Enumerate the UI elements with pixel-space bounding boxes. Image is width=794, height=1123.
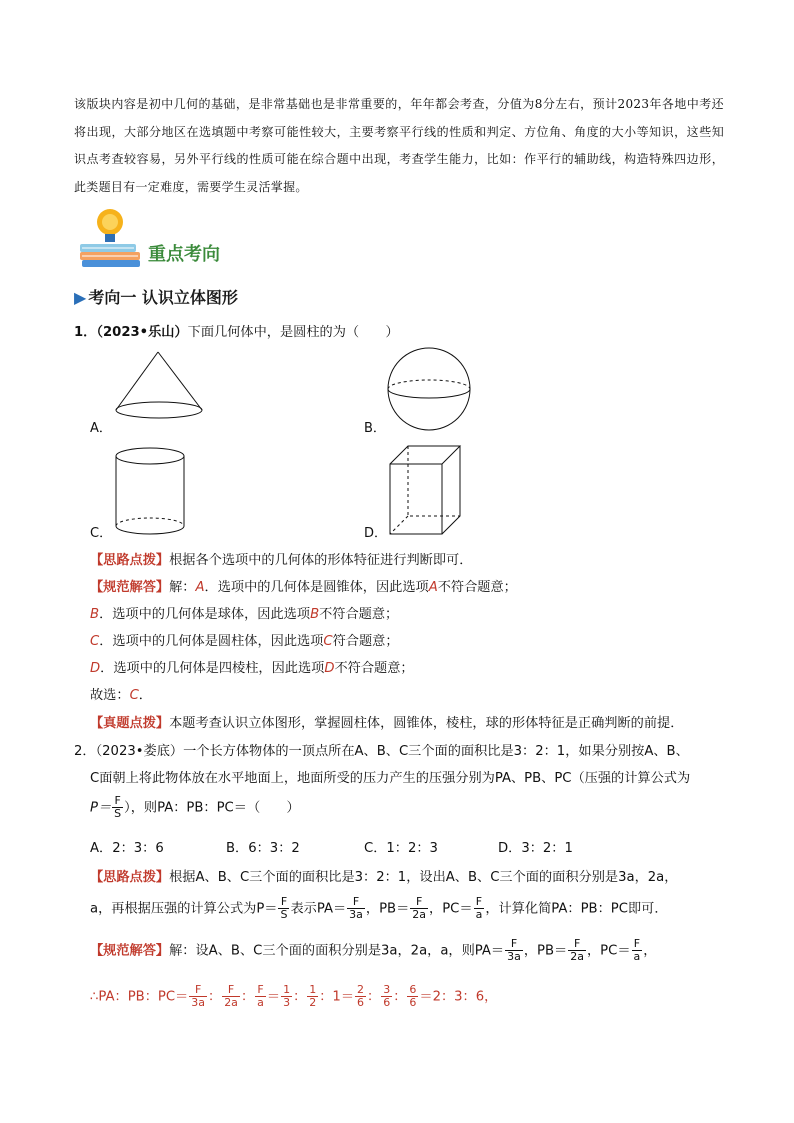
- q2-line1-text: （2023•娄底）一个长方体物体的一顶点所在A、B、C三个面的面积比是3：2：1，如果分别按A、B、: [95, 744, 689, 759]
- q2-hint2c: ，PB＝: [365, 901, 410, 917]
- q1-answer-value: C: [129, 688, 139, 703]
- q1-option-d: D．: [364, 526, 388, 541]
- q1-option-b: B．: [364, 421, 386, 436]
- q1-sol-b-letter2: B: [310, 607, 320, 622]
- q1-review: [90, 712, 683, 731]
- q1-sol-b-mid: ．选项中的几何体是球体，因此选项: [99, 607, 311, 622]
- q2-sol2-frac-1: [189, 984, 207, 1009]
- q2-sol2-66-n: 6: [409, 983, 417, 996]
- q1-sol-a-letter2: A: [428, 580, 438, 595]
- section-title: 考向一 认识立体图形: [88, 288, 238, 307]
- q2-line3: [90, 795, 300, 820]
- q1-sol-c-mid: ．选项中的几何体是圆柱体，因此选项: [99, 634, 324, 649]
- q1-review-tag: 【真题点拨】: [90, 716, 170, 731]
- q2-sol-f3a-d: 3a: [507, 950, 521, 963]
- q2-sol2-frac-36: [381, 984, 392, 1009]
- q2-sol2-c5: ：: [393, 989, 407, 1005]
- cylinder-figure: [112, 446, 188, 538]
- q2-sol1: 解：设A、B、C三个面的面积分别是3a，2a，a，则PA＝: [169, 943, 505, 959]
- section-heading: [74, 285, 238, 308]
- q2-sol1c: ，PC＝: [587, 943, 631, 959]
- q1-solution-b: [90, 603, 398, 622]
- q2-sol2-26-d: 6: [357, 996, 365, 1009]
- q1-sol-d-letter2: D: [324, 661, 335, 676]
- q2-line2: C面朝上将此物体放在水平地面上，地面所受的压力产生的压强分别为PA、PB、PC（压强的计算公式为: [90, 771, 691, 786]
- q2-sol2-one: ：1＝: [319, 989, 355, 1005]
- q1-solution-d: [90, 657, 414, 676]
- q2-hint-s: S: [280, 908, 288, 921]
- q1-sol-a-mid: ．选项中的几何体是圆锥体，因此选项: [204, 580, 429, 595]
- q1-sol-d-mid: ．选项中的几何体是四棱柱，因此选项: [100, 661, 325, 676]
- q2-sol2-c2: ：: [240, 989, 255, 1005]
- q2-solution-line1: [90, 938, 656, 963]
- q1-solution-a: [90, 576, 517, 595]
- q2-sol2-frac-3: [255, 984, 266, 1009]
- q2-sol2-f3-d: a: [257, 996, 264, 1009]
- q1-hint-text: 根据各个选项中的几何体的形体特征进行判断即可．: [169, 553, 473, 568]
- q2-sol-fa-d: a: [633, 950, 641, 963]
- q1-option-c: C．: [90, 526, 113, 541]
- q1-source: （2023•乐山）: [96, 325, 188, 340]
- q1-sol-c-end: 符合题意；: [332, 634, 399, 649]
- intro-paragraph: 该版块内容是初中几何的基础，是非常基础也是非常重要的，年年都会考查，分值为8分左右，预计2023年各地中考还将出现，大部分地区在选填题中考察可能性较大，主要考察平行线的性质和判定、方位角、角度的大小等知识，这些知识点考查较容易，另外平行线的性质可能在综合题中出现，考查学生能力，比如：作平行的辅助线，构造特殊四边形，此类题目有一定难度，需要学生灵活掌握。: [74, 97, 724, 194]
- q2-sol-f3a-n: F: [505, 938, 523, 951]
- q1-sol-c-letter: C: [90, 634, 100, 649]
- q2-option-a: A．2：3：6: [90, 841, 164, 856]
- q2-line3-tail: ），则PA：PB：PC＝（ ）: [124, 800, 300, 816]
- q2-sol-frac-f3a: [505, 938, 523, 963]
- q1-sol-b-end: 不符合题意；: [319, 607, 399, 622]
- q1-answer-pre: 故选：: [90, 688, 130, 703]
- section-marker: ▶: [74, 288, 87, 307]
- q2-sol2-f3-n: F: [255, 984, 266, 997]
- q2-sol2-eq1: ＝: [266, 989, 281, 1005]
- q2-sol2-66-d: 6: [409, 996, 417, 1009]
- q2-sol2-frac-26: [355, 984, 366, 1009]
- q1-answer-end: ．: [138, 688, 152, 703]
- q2-sol2-frac-12: [307, 984, 318, 1009]
- q2-hint2b: 表示PA＝: [290, 901, 347, 917]
- q2-sol2-c3: ：: [293, 989, 307, 1005]
- sphere-figure: [386, 346, 472, 432]
- q1-stem: [74, 321, 399, 340]
- q2-sol2-36-n: 3: [383, 983, 391, 996]
- q2-sol2-c1: ：: [208, 989, 222, 1005]
- q2-option-d: D．3：2：1: [498, 841, 573, 856]
- q2-line1: [74, 740, 689, 759]
- q2-sol-frac-f2a: [568, 938, 586, 963]
- q2-hint2d: ，PC＝: [429, 901, 473, 917]
- q2-sol2-frac-66: [407, 984, 418, 1009]
- q2-hint-frac-f2a: [410, 896, 428, 921]
- q2-hint-frac-f3a: [347, 896, 365, 921]
- q2-solution-line2: [90, 984, 497, 1009]
- q2-sol2-26-n: 2: [357, 983, 365, 996]
- q1-answer: [90, 684, 152, 703]
- q2-hint-line2: [90, 896, 668, 921]
- q2-hint-f: F: [278, 896, 289, 909]
- q2-hint-frac-fs: [278, 896, 289, 921]
- q1-sol-pre: 解：: [169, 580, 196, 595]
- q2-sol2-12-n: 1: [309, 983, 317, 996]
- q2-sol2-13-n: 1: [283, 983, 291, 996]
- lightbulb-books-icon: [76, 204, 156, 270]
- q2-sol1d: ，: [643, 943, 657, 959]
- q1-sol-c-letter2: C: [323, 634, 333, 649]
- q2-sol2-c4: ：: [367, 989, 381, 1005]
- q2-sol2-f2-d: 2a: [224, 996, 238, 1009]
- q2-formula-fraction: [112, 795, 123, 820]
- q2-option-c: C．1：2：3: [364, 841, 438, 856]
- q2-sol-fa-n: F: [632, 938, 643, 951]
- q2-hint-f2a-d: 2a: [412, 908, 427, 921]
- q2-option-b: B．6：3：2: [226, 841, 300, 856]
- q2-sol2-f2-n: F: [222, 984, 240, 997]
- q2-sol2-13-d: 3: [283, 996, 291, 1009]
- q2-number: 2．: [74, 744, 96, 759]
- q2-formula-f: F: [112, 795, 123, 808]
- cuboid-figure: [386, 442, 466, 538]
- q2-hint-fa-d: a: [475, 908, 483, 921]
- q1-stem-text: 下面几何体中，是圆柱的为（ ）: [187, 325, 399, 340]
- q2-sol2a: ∴PA：PB：PC＝: [90, 989, 189, 1005]
- q1-sol-a-end: 不符合题意；: [437, 580, 517, 595]
- q2-hint2e: ，计算化简PA：PB：PC即可．: [485, 901, 668, 917]
- q2-sol2-f1-d: 3a: [191, 996, 205, 1009]
- q1-sol-d-letter: D: [90, 661, 101, 676]
- q2-sol-f2a-n: F: [568, 938, 586, 951]
- q1-sol-b-letter: B: [90, 607, 100, 622]
- q2-sol2-frac-13: [281, 984, 292, 1009]
- q2-hint2a: a，再根据压强的计算公式为P＝: [90, 901, 278, 917]
- cone-figure: [112, 350, 208, 420]
- q2-sol-f2a-d: 2a: [570, 950, 584, 963]
- q1-solution-c: [90, 630, 399, 649]
- q1-option-a: A．: [90, 421, 112, 436]
- banner-title: 重点考向: [148, 244, 220, 265]
- q2-sol2-end: ＝2：3：6，: [419, 989, 498, 1005]
- q2-sol2-f1-n: F: [189, 984, 207, 997]
- q2-sol2-frac-2: [222, 984, 240, 1009]
- q2-hint-f2a-n: F: [410, 896, 428, 909]
- q1-hint: [90, 549, 472, 568]
- q1-number: 1．: [74, 325, 97, 340]
- q2-hint1-text: 根据A、B、C三个面的面积比是3：2：1，设出A、B、C三个面的面积分别是3a，2a，: [169, 870, 678, 885]
- q1-solution-tag: 【规范解答】: [90, 580, 170, 595]
- q2-p-eq: P＝: [90, 800, 112, 816]
- q2-hint-frac-fa: [474, 896, 485, 921]
- q1-sol-a-letter: A: [195, 580, 205, 595]
- q2-solution-tag: 【规范解答】: [90, 943, 170, 959]
- q2-sol1b: ，PB＝: [523, 943, 568, 959]
- q1-review-text: 本题考查认识立体图形，掌握圆柱体，圆锥体，棱柱，球的形体特征是正确判断的前提．: [169, 716, 684, 731]
- q2-hint-fa-n: F: [474, 896, 485, 909]
- q2-hint-f3a-n: F: [347, 896, 365, 909]
- q2-hint-f3a-d: 3a: [349, 908, 363, 921]
- q2-sol-frac-fa: [632, 938, 643, 963]
- q2-sol2-36-d: 6: [383, 996, 391, 1009]
- q2-hint-line1: [90, 866, 677, 885]
- q1-hint-tag: 【思路点拨】: [90, 553, 170, 568]
- q1-sol-d-end: 不符合题意；: [334, 661, 414, 676]
- q2-hint-tag: 【思路点拨】: [90, 870, 170, 885]
- q2-sol2-12-d: 2: [309, 996, 317, 1009]
- q2-formula-s: S: [114, 807, 122, 820]
